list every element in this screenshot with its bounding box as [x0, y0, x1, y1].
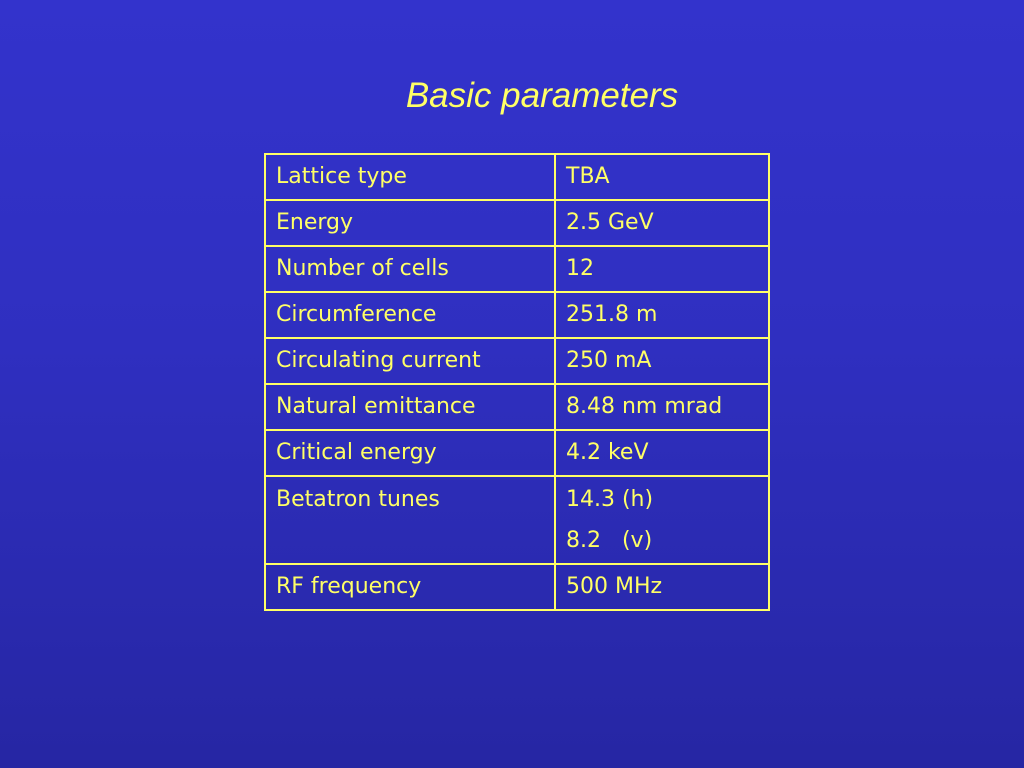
- table-row: [265, 292, 769, 338]
- param-name: Circulating current: [265, 338, 555, 384]
- param-name: [265, 476, 555, 564]
- parameters-table: [264, 153, 770, 611]
- param-value: 12: [555, 246, 769, 292]
- slide-title: Basic parameters: [405, 76, 679, 115]
- table-row: [265, 338, 769, 384]
- table-row: [265, 476, 769, 564]
- param-name: Number of cells: [265, 246, 555, 292]
- param-name: Circumference: [265, 292, 555, 338]
- param-value: 2.5 GeV: [555, 200, 769, 246]
- param-value: 500 MHz: [555, 564, 769, 610]
- param-name-text: Betatron tunes: [276, 487, 440, 512]
- param-name: Natural emittance: [265, 384, 555, 430]
- table-row: [265, 384, 769, 430]
- param-name: Lattice type: [265, 154, 555, 200]
- table-row: [265, 564, 769, 610]
- param-value-line-v: 8.2 (v): [566, 528, 653, 553]
- param-name: Critical energy: [265, 430, 555, 476]
- table-row: [265, 154, 769, 200]
- table-row: [265, 246, 769, 292]
- param-name: Energy: [265, 200, 555, 246]
- param-value: TBA: [555, 154, 769, 200]
- param-value: [555, 476, 769, 564]
- param-value-line-h: 14.3 (h): [566, 487, 654, 512]
- param-value: 250 mA: [555, 338, 769, 384]
- param-name: RF frequency: [265, 564, 555, 610]
- param-value: 4.2 keV: [555, 430, 769, 476]
- param-value: 251.8 m: [555, 292, 769, 338]
- table-row: [265, 430, 769, 476]
- param-value: 8.48 nm mrad: [555, 384, 769, 430]
- table-row: [265, 200, 769, 246]
